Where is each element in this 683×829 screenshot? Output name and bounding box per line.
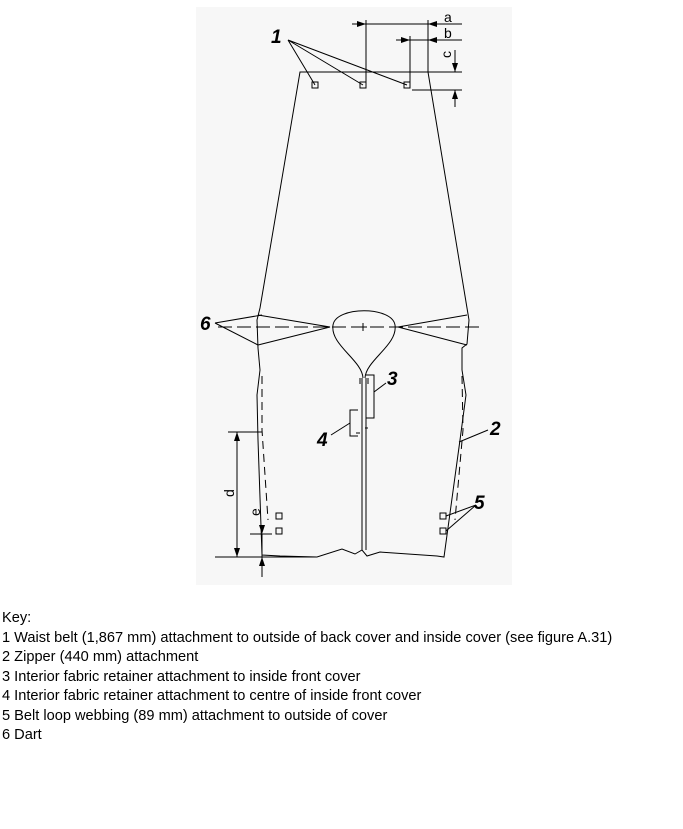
dim-label-c: c [438,51,454,58]
key-item: 6 Dart [2,727,42,743]
key-item: 5 Belt loop webbing (89 mm) attachment to outside of cover [2,707,388,724]
key-item: 4 Interior fabric retainer attachment to centre of inside front cover [2,688,422,704]
key-heading: Key: [2,610,32,626]
dim-label-b: b [444,25,452,41]
key-item: 2 Zipper (440 mm) attachment [2,649,199,665]
dim-label-e: e [247,508,263,516]
callout-1: 1 [271,27,282,48]
callout-6: 6 [200,314,211,335]
key-item: 1 Waist belt (1,867 mm) attachment to outside of back cover and inside cover (see figure A.31) [2,629,613,646]
callout-4: 4 [317,430,328,451]
dim-label-a: a [444,9,452,25]
dim-label-d: d [221,489,237,497]
key-legend [2,609,612,746]
key-item: 3 Interior fabric retainer attachment to inside front cover [2,668,361,685]
callout-5: 5 [474,493,485,514]
callout-3: 3 [387,369,398,390]
callout-2: 2 [490,419,501,440]
